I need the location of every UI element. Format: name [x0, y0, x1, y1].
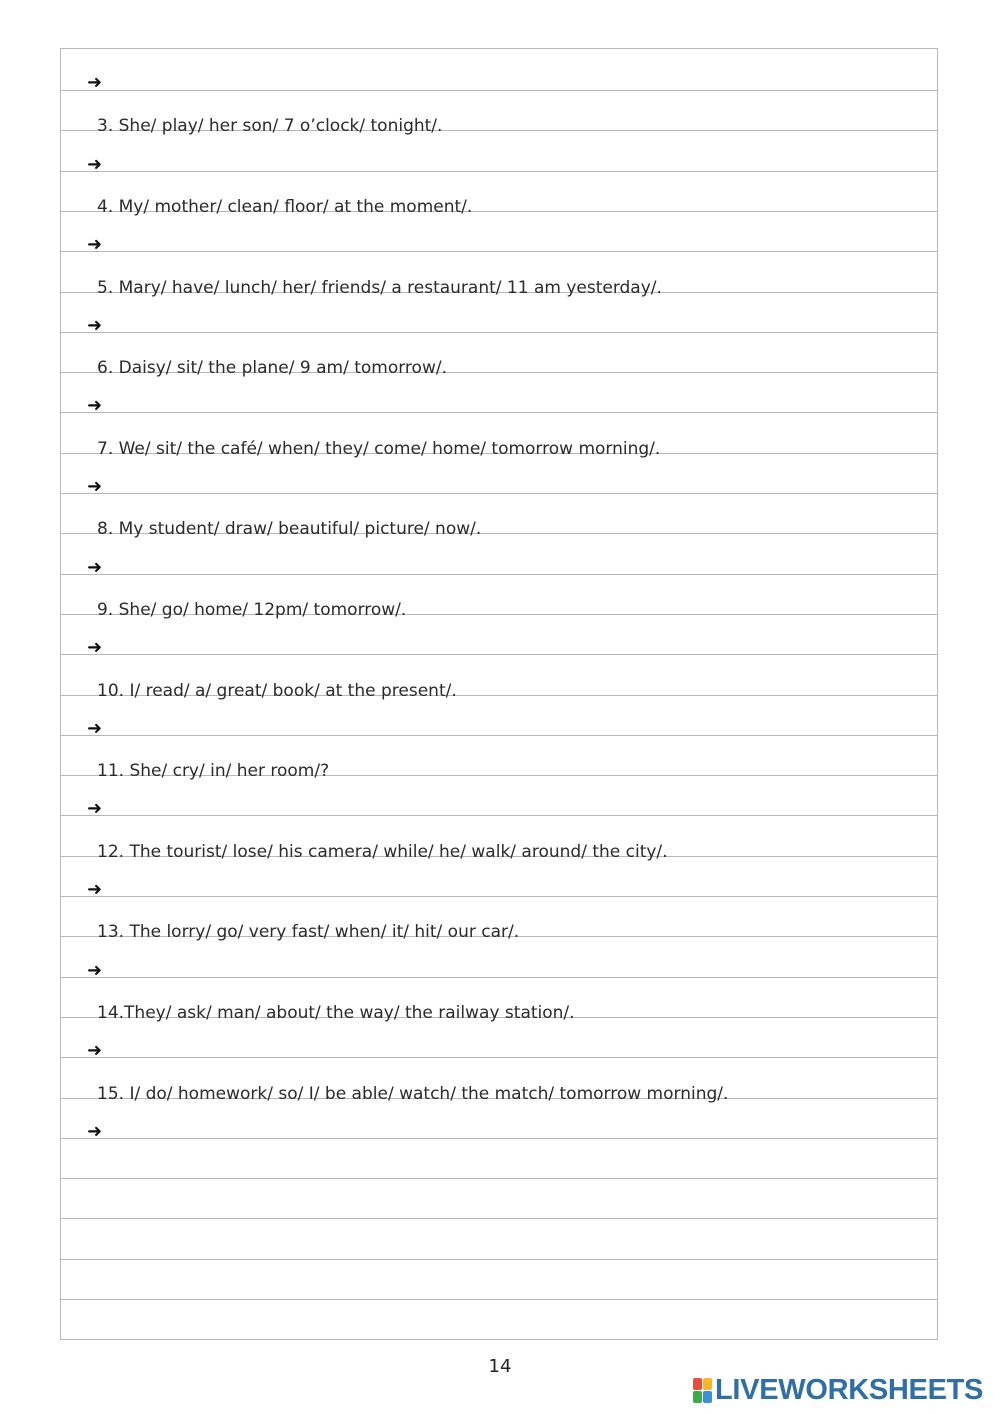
- page-number: 14: [488, 1356, 512, 1377]
- answer-input[interactable]: [111, 1121, 915, 1145]
- answer-input[interactable]: [111, 1040, 915, 1064]
- exercise-prompt: 13. The lorry/ go/ very fast/ when/ it/ hit/ our car/.: [97, 922, 520, 943]
- answer-input[interactable]: [111, 960, 915, 984]
- brand-logo: [693, 1375, 983, 1405]
- answer-input[interactable]: [111, 637, 915, 661]
- answer-arrow-icon: ➜: [87, 879, 103, 900]
- exercise-prompt: 3. She/ play/ her son/ 7 o’clock/ tonight/.: [97, 116, 443, 137]
- exercise-prompt: 7. We/ sit/ the café/ when/ they/ come/ home/ tomorrow morning/.: [97, 438, 661, 459]
- answer-arrow-icon: ➜: [87, 153, 103, 175]
- rule-line: [61, 1259, 937, 1260]
- brand-name: LIVEWORKSHEETS: [715, 1374, 984, 1406]
- rule-line: [61, 1178, 937, 1179]
- exercise-prompt: 11. She/ cry/ in/ her room/?: [97, 761, 330, 782]
- exercise-prompt: 12. The tourist/ lose/ his camera/ while/ he/ walk/ around/ the city/.: [97, 841, 668, 862]
- exercise-prompt: 4. My/ mother/ clean/ floor/ at the moment/.: [97, 196, 473, 217]
- exercise-prompt: 14.They/ ask/ man/ about/ the way/ the railway station/.: [97, 1002, 575, 1023]
- answer-arrow-icon: ➜: [87, 314, 103, 336]
- exercise-prompt: 15. I/ do/ homework/ so/ I/ be able/ watch/ the match/ tomorrow morning/.: [97, 1083, 729, 1104]
- answer-input[interactable]: [111, 234, 915, 258]
- brand-icon-tile: [693, 1378, 702, 1390]
- answer-input[interactable]: [111, 718, 915, 742]
- brand-icon: [693, 1378, 712, 1403]
- answer-arrow-icon: ➜: [87, 717, 103, 739]
- exercise-prompt: 9. She/ go/ home/ 12pm/ tomorrow/.: [97, 599, 407, 620]
- answer-arrow-icon: ➜: [87, 959, 103, 981]
- brand-icon-tile: [703, 1391, 712, 1403]
- answer-input[interactable]: [111, 879, 915, 903]
- exercise-prompt: 5. Mary/ have/ lunch/ her/ friends/ a restaurant/ 11 am yesterday/.: [97, 277, 662, 298]
- answer-arrow-icon: ➜: [87, 476, 103, 497]
- answer-input[interactable]: [111, 476, 915, 500]
- answer-input[interactable]: [111, 154, 915, 178]
- answer-input[interactable]: [111, 395, 915, 419]
- answer-input[interactable]: [111, 315, 915, 339]
- answer-input[interactable]: [111, 557, 915, 581]
- answer-input[interactable]: [111, 72, 915, 96]
- answer-arrow-icon: ➜: [87, 1120, 103, 1142]
- exercise-prompt: 10. I/ read/ a/ great/ book/ at the present/.: [97, 680, 457, 701]
- worksheet-frame: [60, 48, 938, 1340]
- answer-arrow-icon: ➜: [87, 1040, 103, 1062]
- answer-arrow-icon: ➜: [87, 234, 103, 256]
- answer-arrow-icon: ➜: [87, 395, 103, 417]
- answer-arrow-icon: ➜: [87, 637, 103, 659]
- exercise-prompt: 6. Daisy/ sit/ the plane/ 9 am/ tomorrow/.: [97, 358, 447, 379]
- answer-arrow-icon: ➜: [87, 72, 103, 93]
- answer-arrow-icon: ➜: [87, 798, 103, 820]
- answer-arrow-icon: ➜: [87, 556, 103, 578]
- rule-line: [61, 1218, 937, 1219]
- exercise-prompt: 8. My student/ draw/ beautiful/ picture/ now/.: [97, 519, 482, 540]
- brand-icon-tile: [703, 1378, 712, 1390]
- answer-input[interactable]: [111, 798, 915, 822]
- brand-icon-tile: [693, 1391, 702, 1403]
- rule-line: [61, 1299, 937, 1300]
